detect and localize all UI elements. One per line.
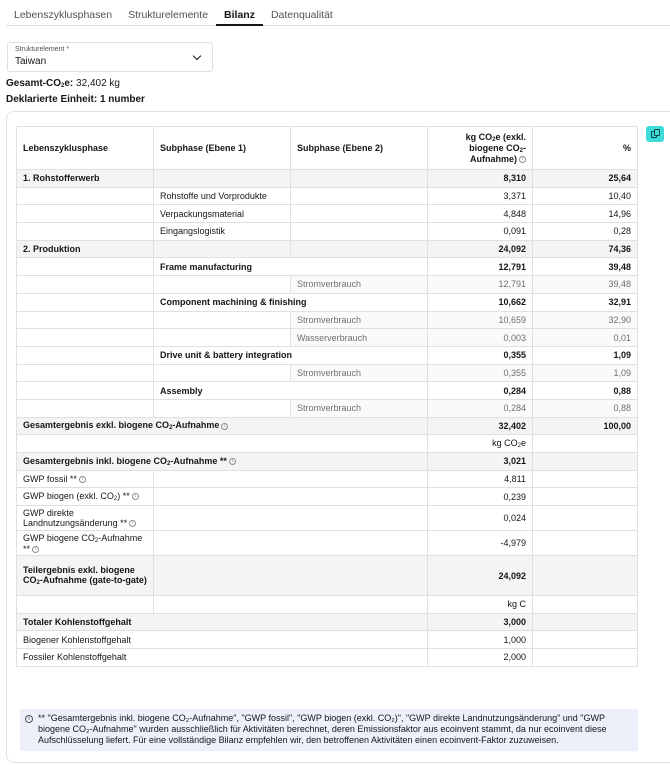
table-cell: Stromverbrauch: [291, 399, 428, 417]
total-excl-value: 32,402: [428, 417, 533, 435]
table-cell: [17, 435, 428, 453]
partial-label: Teilergebnis exkl. biogene $CO_2$-Aufnahme (gate-to-gate): [17, 556, 154, 596]
tab-lebenszyklusphasen[interactable]: Lebenszyklusphasen: [14, 9, 113, 21]
chevron-down-icon: [193, 52, 201, 60]
gwp-row: [17, 531, 638, 556]
table-row: [17, 311, 638, 329]
table-cell: [17, 258, 154, 276]
copy-button[interactable]: [646, 126, 664, 142]
table-cell: 74,36: [533, 240, 638, 258]
table-cell: [17, 223, 154, 241]
total-incl-label: Gesamtergebnis inkl. biogene $CO_2$-Aufnahme ** i: [17, 453, 428, 471]
gwp-value: 4,811: [428, 470, 533, 488]
declared-unit-line: Deklarierte Einheit: 1 number: [6, 94, 145, 105]
table-row: [17, 205, 638, 223]
gwp-row: [17, 506, 638, 531]
table-row: [17, 258, 638, 276]
tab-bar: [6, 0, 670, 26]
table-row: [17, 399, 638, 417]
table-cell: 1. Rohstofferwerb: [17, 170, 154, 188]
total-co2-value: 32,402 kg: [76, 78, 120, 89]
table-row: [17, 346, 638, 364]
declared-unit-value: 1 number: [99, 94, 145, 105]
col-header-sub2: Subphase (Ebene 2): [291, 127, 428, 170]
table-cell: [154, 364, 291, 382]
gwp-row: [17, 470, 638, 488]
table-cell: [17, 293, 154, 311]
table-cell: [154, 329, 291, 347]
info-icon[interactable]: i: [79, 476, 86, 483]
carbon-row: [17, 649, 638, 667]
table-cell: [533, 649, 638, 667]
partial-row: [17, 556, 638, 596]
note-text: ** "Gesamtergebnis inkl. biogene CO₂-Aufnahme", "GWP fossil", "GWP biogen (exkl. CO₂)", "GWP direkte Landnutzungsänderung" und "GWP biogene CO₂-Aufnahme" wurden ausschließlich für Aktivitäten berechnet, deren Emissionsfaktor aus ecoinvent stammt, da nur ecoinvent diese Aufschlüsselung liefert. Für eine vollständige Bilanz empfehlen wir, den betroffenen Aktivitäten einen ecoinvent-Faktor zuzuweisen.: [38, 713, 607, 745]
info-icon[interactable]: i: [519, 156, 526, 163]
info-icon[interactable]: i: [129, 520, 136, 527]
total-incl-row: [17, 453, 638, 471]
table-cell: Verpackungsmaterial: [154, 205, 291, 223]
table-cell: Rohstoffe und Vorprodukte: [154, 187, 291, 205]
table-cell: [154, 506, 428, 531]
gwp-label: GWP biogene $CO_2$-Aufnahme ** i: [17, 531, 154, 556]
carbon-total-label: Totaler Kohlenstoffgehalt: [17, 613, 428, 631]
table-cell: [17, 382, 154, 400]
table-row: [17, 170, 638, 188]
carbon-row: [17, 631, 638, 649]
table-cell: [533, 596, 638, 614]
balance-table: [16, 126, 638, 667]
table-cell: 0,28: [533, 223, 638, 241]
carbon-label: Biogener Kohlenstoffgehalt: [17, 631, 428, 649]
tab-bilanz[interactable]: Bilanz: [216, 0, 263, 26]
table-cell: Stromverbrauch: [291, 276, 428, 294]
table-cell: [154, 240, 291, 258]
table-cell: [533, 488, 638, 506]
table-cell: [291, 240, 428, 258]
col-header-kg: kg $CO_2e$ (exkl. biogene $CO_2-Aufnahme$) i: [428, 127, 533, 170]
table-cell: Stromverbrauch: [291, 311, 428, 329]
table-cell: 12,791: [428, 276, 533, 294]
table-cell: 39,48: [533, 258, 638, 276]
unit-row: [17, 596, 638, 614]
table-cell: 32,90: [533, 311, 638, 329]
table-cell: 0,355: [428, 346, 533, 364]
table-row: [17, 240, 638, 258]
table-row: [17, 329, 638, 347]
carbon-value: 2,000: [428, 649, 533, 667]
table-cell: 10,662: [428, 293, 533, 311]
info-icon[interactable]: i: [221, 423, 228, 430]
table-cell: [291, 187, 428, 205]
gwp-value: 0,239: [428, 488, 533, 506]
table-cell: [17, 329, 154, 347]
table-row: [17, 382, 638, 400]
table-cell: [154, 531, 428, 556]
gwp-value: 0,024: [428, 506, 533, 531]
table-row: [17, 223, 638, 241]
table-cell: 3,371: [428, 187, 533, 205]
summary: [6, 77, 145, 106]
table-cell: 0,003: [428, 329, 533, 347]
total-excl-percent: 100,00: [533, 417, 638, 435]
table-cell: 0,01: [533, 329, 638, 347]
info-icon[interactable]: i: [32, 546, 39, 553]
table-header: [17, 127, 638, 170]
total-incl-value: 3,021: [428, 453, 533, 471]
info-note: [20, 709, 638, 751]
table-cell: Drive unit & battery integration: [154, 346, 428, 364]
table-cell: [17, 346, 154, 364]
table-cell: 14,96: [533, 205, 638, 223]
table-cell: 0,284: [428, 382, 533, 400]
table-cell: [154, 276, 291, 294]
tab-datenqualitaet[interactable]: Datenqualität: [270, 9, 333, 21]
table-cell: 39,48: [533, 276, 638, 294]
unit-row: [17, 435, 638, 453]
table-cell: Frame manufacturing: [154, 258, 428, 276]
gwp-value: -4,979: [428, 531, 533, 556]
table-cell: [154, 556, 428, 596]
carbon-total-row: [17, 613, 638, 631]
table-cell: [533, 613, 638, 631]
table-cell: [17, 311, 154, 329]
info-icon[interactable]: i: [132, 493, 139, 500]
total-excl-label: Gesamtergebnis exkl. biogene $CO_2$-Aufnahme i: [17, 417, 428, 435]
select-label: Strukturelement *: [15, 46, 70, 53]
table-cell: [533, 453, 638, 471]
total-co2-line: Gesamt-$CO_2e$: 32,402 kg: [6, 78, 120, 89]
unit-label: kg C: [428, 596, 533, 614]
table-cell: 1,09: [533, 346, 638, 364]
table-cell: [533, 556, 638, 596]
table-cell: [291, 170, 428, 188]
table-cell: [533, 631, 638, 649]
col-header-phase: Lebenszyklusphase: [17, 127, 154, 170]
table-cell: 0,284: [428, 399, 533, 417]
table-row: [17, 364, 638, 382]
table-cell: 12,791: [428, 258, 533, 276]
table-cell: 4,848: [428, 205, 533, 223]
table-cell: Component machining & finishing: [154, 293, 428, 311]
table-cell: 1,09: [533, 364, 638, 382]
table-cell: [17, 276, 154, 294]
table-cell: [533, 531, 638, 556]
table-cell: [291, 223, 428, 241]
table-cell: 0,88: [533, 399, 638, 417]
col-header-percent: %: [533, 127, 638, 170]
table-cell: [17, 187, 154, 205]
unit-label: kg $CO_2e$: [428, 435, 533, 453]
gwp-row: [17, 488, 638, 506]
carbon-total-value: 3,000: [428, 613, 533, 631]
table-cell: 0,88: [533, 382, 638, 400]
carbon-value: 1,000: [428, 631, 533, 649]
table-cell: 24,092: [428, 240, 533, 258]
table-row: [17, 276, 638, 294]
table-cell: [154, 470, 428, 488]
table-cell: [291, 205, 428, 223]
total-excl-row: [17, 417, 638, 435]
table-cell: 0,355: [428, 364, 533, 382]
table-cell: [17, 399, 154, 417]
tab-strukturelemente[interactable]: Strukturelemente: [128, 9, 209, 21]
gwp-label: GWP fossil ** i: [17, 470, 154, 488]
table-cell: [533, 506, 638, 531]
gwp-label: GWP biogen (exkl. $CO_2$) ** i: [17, 488, 154, 506]
table-cell: 0,091: [428, 223, 533, 241]
table-row: [17, 187, 638, 205]
table-cell: Wasserverbrauch: [291, 329, 428, 347]
carbon-label: Fossiler Kohlenstoffgehalt: [17, 649, 428, 667]
table-cell: 10,40: [533, 187, 638, 205]
table-cell: [154, 488, 428, 506]
table-cell: 25,64: [533, 170, 638, 188]
table-cell: [154, 311, 291, 329]
table-cell: Assembly: [154, 382, 428, 400]
table-cell: 10,659: [428, 311, 533, 329]
table-cell: Eingangslogistik: [154, 223, 291, 241]
gwp-label: GWP direkte Landnutzungsänderung ** i: [17, 506, 154, 531]
info-icon: i: [25, 715, 33, 723]
table-cell: [17, 205, 154, 223]
table-cell: 8,310: [428, 170, 533, 188]
table-cell: [154, 170, 291, 188]
info-icon[interactable]: i: [229, 458, 236, 465]
table-cell: 2. Produktion: [17, 240, 154, 258]
table-cell: [154, 596, 428, 614]
table-row: [17, 293, 638, 311]
col-header-sub1: Subphase (Ebene 1): [154, 127, 291, 170]
strukturelement-select[interactable]: [7, 42, 213, 72]
partial-value: 24,092: [428, 556, 533, 596]
select-value: Taiwan: [15, 56, 47, 67]
table-cell: [533, 435, 638, 453]
table-cell: [154, 399, 291, 417]
table-cell: [533, 470, 638, 488]
table-cell: Stromverbrauch: [291, 364, 428, 382]
table-cell: 32,91: [533, 293, 638, 311]
table-cell: [17, 364, 154, 382]
table-cell: [17, 596, 154, 614]
